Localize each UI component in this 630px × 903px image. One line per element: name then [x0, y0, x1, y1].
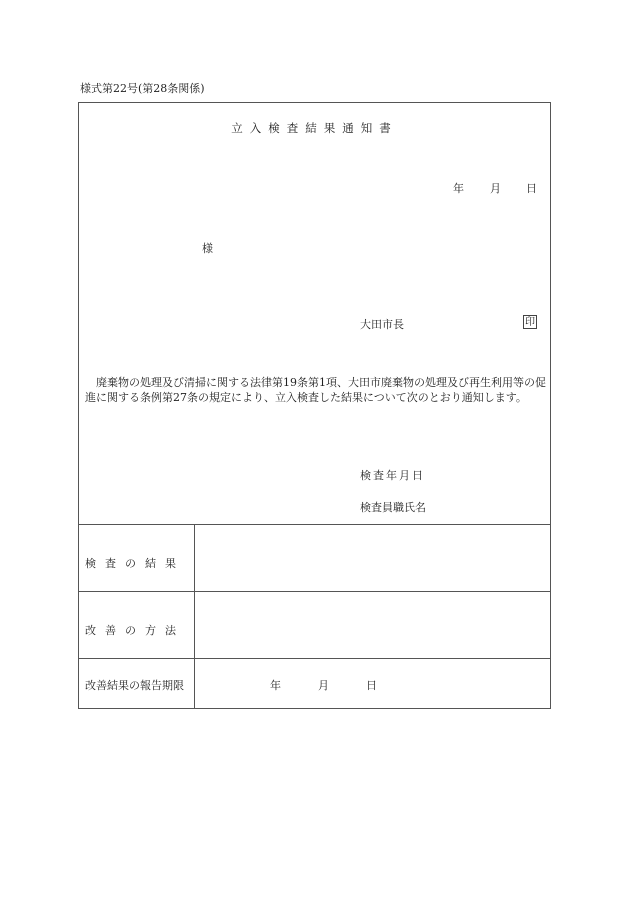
inspection-result-value	[195, 525, 550, 591]
document-title: 立入検査結果通知書	[231, 121, 398, 135]
row-label-cell	[79, 525, 195, 591]
deadline-day: 日	[366, 679, 377, 692]
notice-form-frame	[78, 102, 551, 709]
form-number-label: 様式第22号(第28条関係)	[80, 82, 205, 95]
inspection-date-label: 検査年月日	[360, 469, 425, 482]
report-deadline-value	[195, 659, 550, 709]
seal-mark: 印	[525, 317, 535, 328]
notice-body-text: 廃棄物の処理及び清掃に関する法律第19条第1項、大田市廃棄物の処理及び再生利用等の促進に関する条例第27条の規定により、立入検査した結果について次のとおり通知します。	[85, 376, 546, 404]
deadline-year: 年	[270, 679, 281, 692]
table-row	[79, 658, 550, 709]
issue-date-month: 月	[490, 182, 501, 195]
improvement-method-label: 改善の方法	[85, 624, 185, 637]
issuer-name: 大田市長	[360, 318, 404, 331]
issue-date-day: 日	[526, 182, 537, 195]
result-table	[79, 524, 550, 709]
row-label-cell	[79, 659, 195, 709]
inspector-label: 検査員職氏名	[360, 501, 426, 514]
table-row	[79, 591, 550, 658]
table-row	[79, 524, 550, 591]
issue-date-year: 年	[453, 182, 464, 195]
report-deadline-label: 改善結果の報告期限	[85, 679, 184, 692]
improvement-method-value	[195, 592, 550, 658]
row-label-cell	[79, 592, 195, 658]
addressee-suffix: 様	[202, 242, 213, 255]
deadline-month: 月	[318, 679, 329, 692]
inspection-result-label: 検査の結果	[85, 557, 185, 570]
